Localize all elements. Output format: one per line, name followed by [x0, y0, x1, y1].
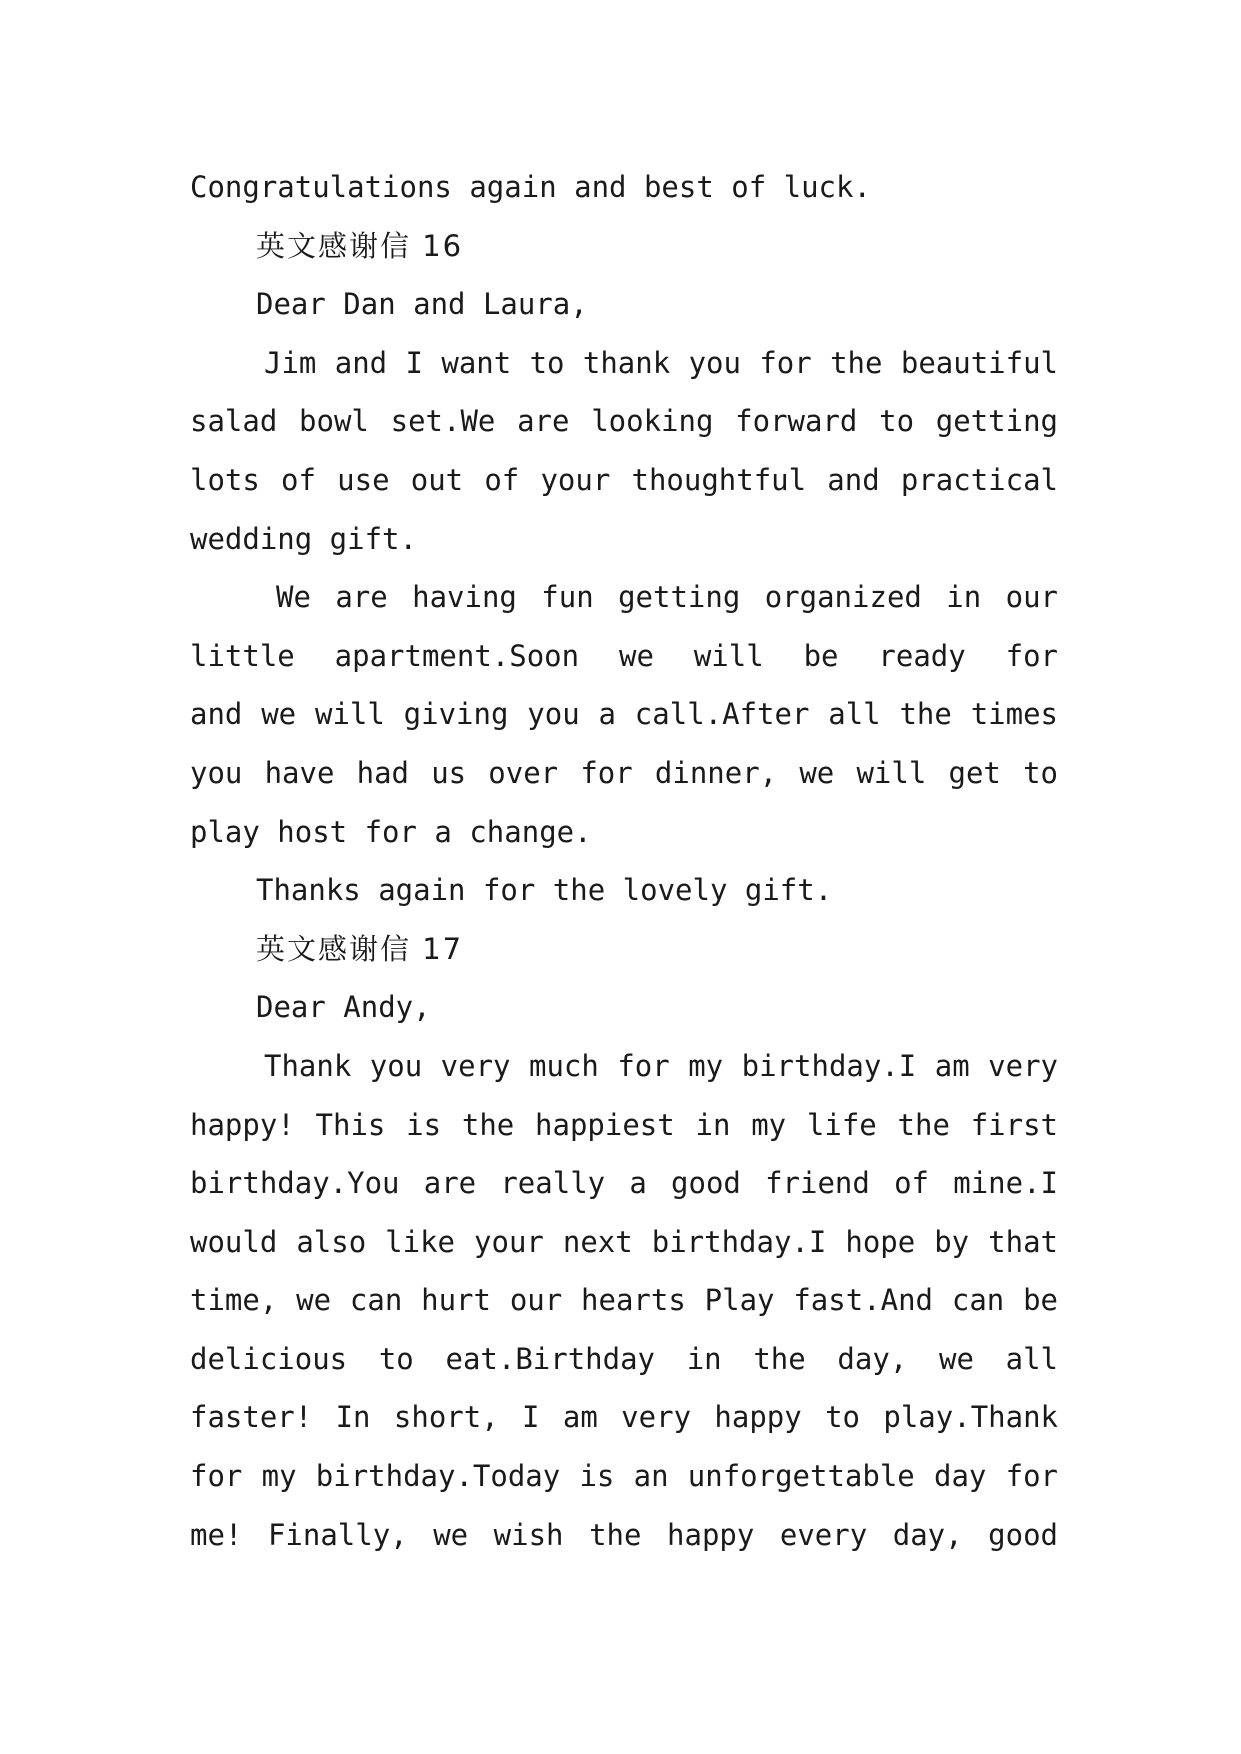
paragraph-16-2 — [190, 568, 1058, 861]
text-line: wedding gift. — [190, 521, 417, 556]
text-line: salad bowl set.We are looking forward to getting — [190, 404, 1058, 439]
letter-heading-16: 英文感谢信 16 — [256, 228, 464, 263]
text-line: happy! This is the happiest in my life the first — [190, 1107, 1058, 1142]
text-line: play host for a change. — [190, 814, 592, 849]
text-line: would also like your next birthday.I hope by that — [190, 1224, 1058, 1259]
paragraph-17-1 — [190, 1037, 1058, 1564]
closing-16: Thanks again for the lovely gift. — [256, 873, 833, 908]
closing-line: Congratulations again and best of luck. — [190, 170, 871, 204]
paragraph-16-1 — [190, 334, 1058, 568]
text-line: Thank you very much for my birthday.I am very — [264, 1048, 1058, 1083]
text-line: lots of use out of your thoughtful and practical — [190, 462, 1058, 497]
text-line: and we will giving you a call.After all the times — [190, 697, 1058, 732]
text-line: We are having fun getting organized in our — [276, 580, 1058, 615]
salutation-16: Dear Dan and Laura, — [256, 287, 588, 322]
text-line: faster! In short, I am very happy to play.Thank — [190, 1400, 1058, 1435]
text-line: Jim and I want to thank you for the beautiful — [264, 345, 1058, 380]
text-line: me! Finally, we wish the happy every day, good — [190, 1517, 1058, 1552]
salutation-17: Dear Andy, — [256, 990, 431, 1025]
document-body — [190, 158, 1058, 1564]
text-line: you have had us over for dinner, we will get to — [190, 755, 1058, 790]
text-line: little apartment.Soon we will be ready for — [190, 638, 1058, 673]
text-line: for my birthday.Today is an unforgettable day for — [190, 1459, 1058, 1494]
letter-heading-17: 英文感谢信 17 — [256, 931, 464, 966]
text-line: birthday.You are really a good friend of mine.I — [190, 1166, 1058, 1201]
text-line: delicious to eat.Birthday in the day, we all — [190, 1341, 1058, 1376]
text-line: time, we can hurt our hearts Play fast.And can be — [190, 1283, 1058, 1318]
